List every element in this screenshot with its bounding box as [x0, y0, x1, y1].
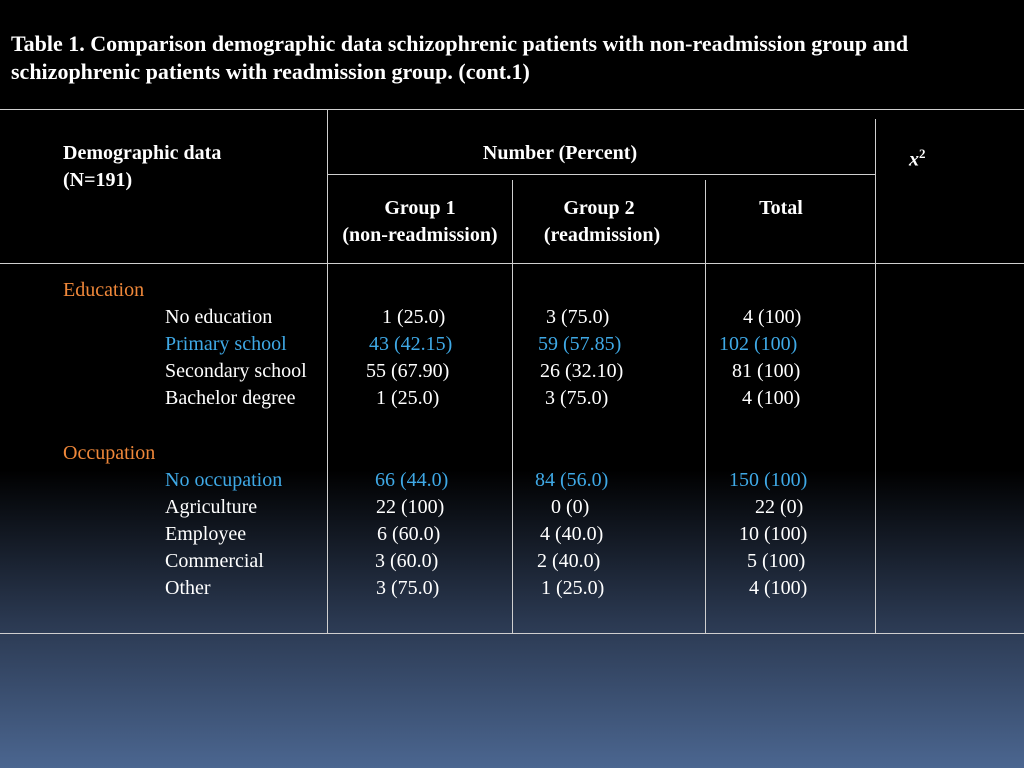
group2-value: 0 (0) — [551, 496, 590, 518]
row-label: Agriculture — [165, 496, 258, 518]
header-chi-square — [909, 140, 926, 174]
header-group2-name: Group 2 — [563, 197, 635, 219]
row-label: No education — [165, 306, 273, 328]
total-value: 81 (100) — [732, 360, 801, 382]
row-label: Secondary school — [165, 360, 307, 382]
row-label: Commercial — [165, 550, 264, 572]
header-group2-sub: (readmission) — [543, 224, 661, 246]
total-value: 22 (0) — [755, 496, 804, 518]
table-bottom-rule — [0, 633, 1024, 634]
row-label: Primary school — [165, 333, 287, 355]
group2-value: 3 (75.0) — [546, 306, 610, 328]
total-value: 10 (100) — [739, 523, 808, 545]
total-value: 5 (100) — [747, 550, 806, 572]
section-label-occupation: Occupation — [63, 442, 156, 464]
chi-power: 2 — [919, 146, 926, 161]
group1-value: 55 (67.90) — [366, 360, 450, 382]
total-value: 4 (100) — [743, 306, 802, 328]
header-demographic-data: Demographic data — [63, 142, 222, 164]
group2-value: 59 (57.85) — [538, 333, 622, 355]
group1-value: 66 (44.0) — [375, 469, 449, 491]
column-divider-total — [875, 119, 876, 633]
row-label: Employee — [165, 523, 247, 545]
header-group1-name: Group 1 — [384, 197, 456, 219]
group1-value: 43 (42.15) — [369, 333, 453, 355]
column-divider-group2 — [705, 180, 706, 633]
column-divider-label — [327, 109, 328, 633]
total-value: 4 (100) — [749, 577, 808, 599]
header-sample-size: (N=191) — [63, 169, 133, 191]
row-label: Bachelor degree — [165, 387, 296, 409]
group2-value: 26 (32.10) — [540, 360, 624, 382]
total-value: 102 (100) — [719, 333, 798, 355]
group2-value: 4 (40.0) — [540, 523, 604, 545]
table-top-rule — [0, 109, 1024, 110]
header-number-percent: Number (Percent) — [482, 142, 638, 164]
header-group1-sub: (non-readmission) — [342, 224, 498, 246]
chi-symbol: x — [909, 148, 919, 171]
group1-value: 3 (75.0) — [376, 577, 440, 599]
group2-value: 1 (25.0) — [541, 577, 605, 599]
group1-value: 1 (25.0) — [382, 306, 446, 328]
row-label: Other — [165, 577, 211, 599]
row-label: No occupation — [165, 469, 283, 491]
total-value: 4 (100) — [742, 387, 801, 409]
table-title: Table 1. Comparison demographic data schizophrenic patients with non-readmission group and schizophrenic patients with readmission group. (cont.1) — [11, 31, 909, 84]
group2-value: 3 (75.0) — [545, 387, 609, 409]
total-value: 150 (100) — [729, 469, 808, 491]
group1-value: 1 (25.0) — [376, 387, 440, 409]
header-total: Total — [759, 197, 803, 219]
group2-value: 2 (40.0) — [537, 550, 601, 572]
group1-value: 3 (60.0) — [375, 550, 439, 572]
group1-value: 6 (60.0) — [377, 523, 441, 545]
group2-value: 84 (56.0) — [535, 469, 609, 491]
section-label-education: Education — [63, 279, 145, 301]
group1-value: 22 (100) — [376, 496, 445, 518]
number-percent-rule — [327, 174, 875, 175]
